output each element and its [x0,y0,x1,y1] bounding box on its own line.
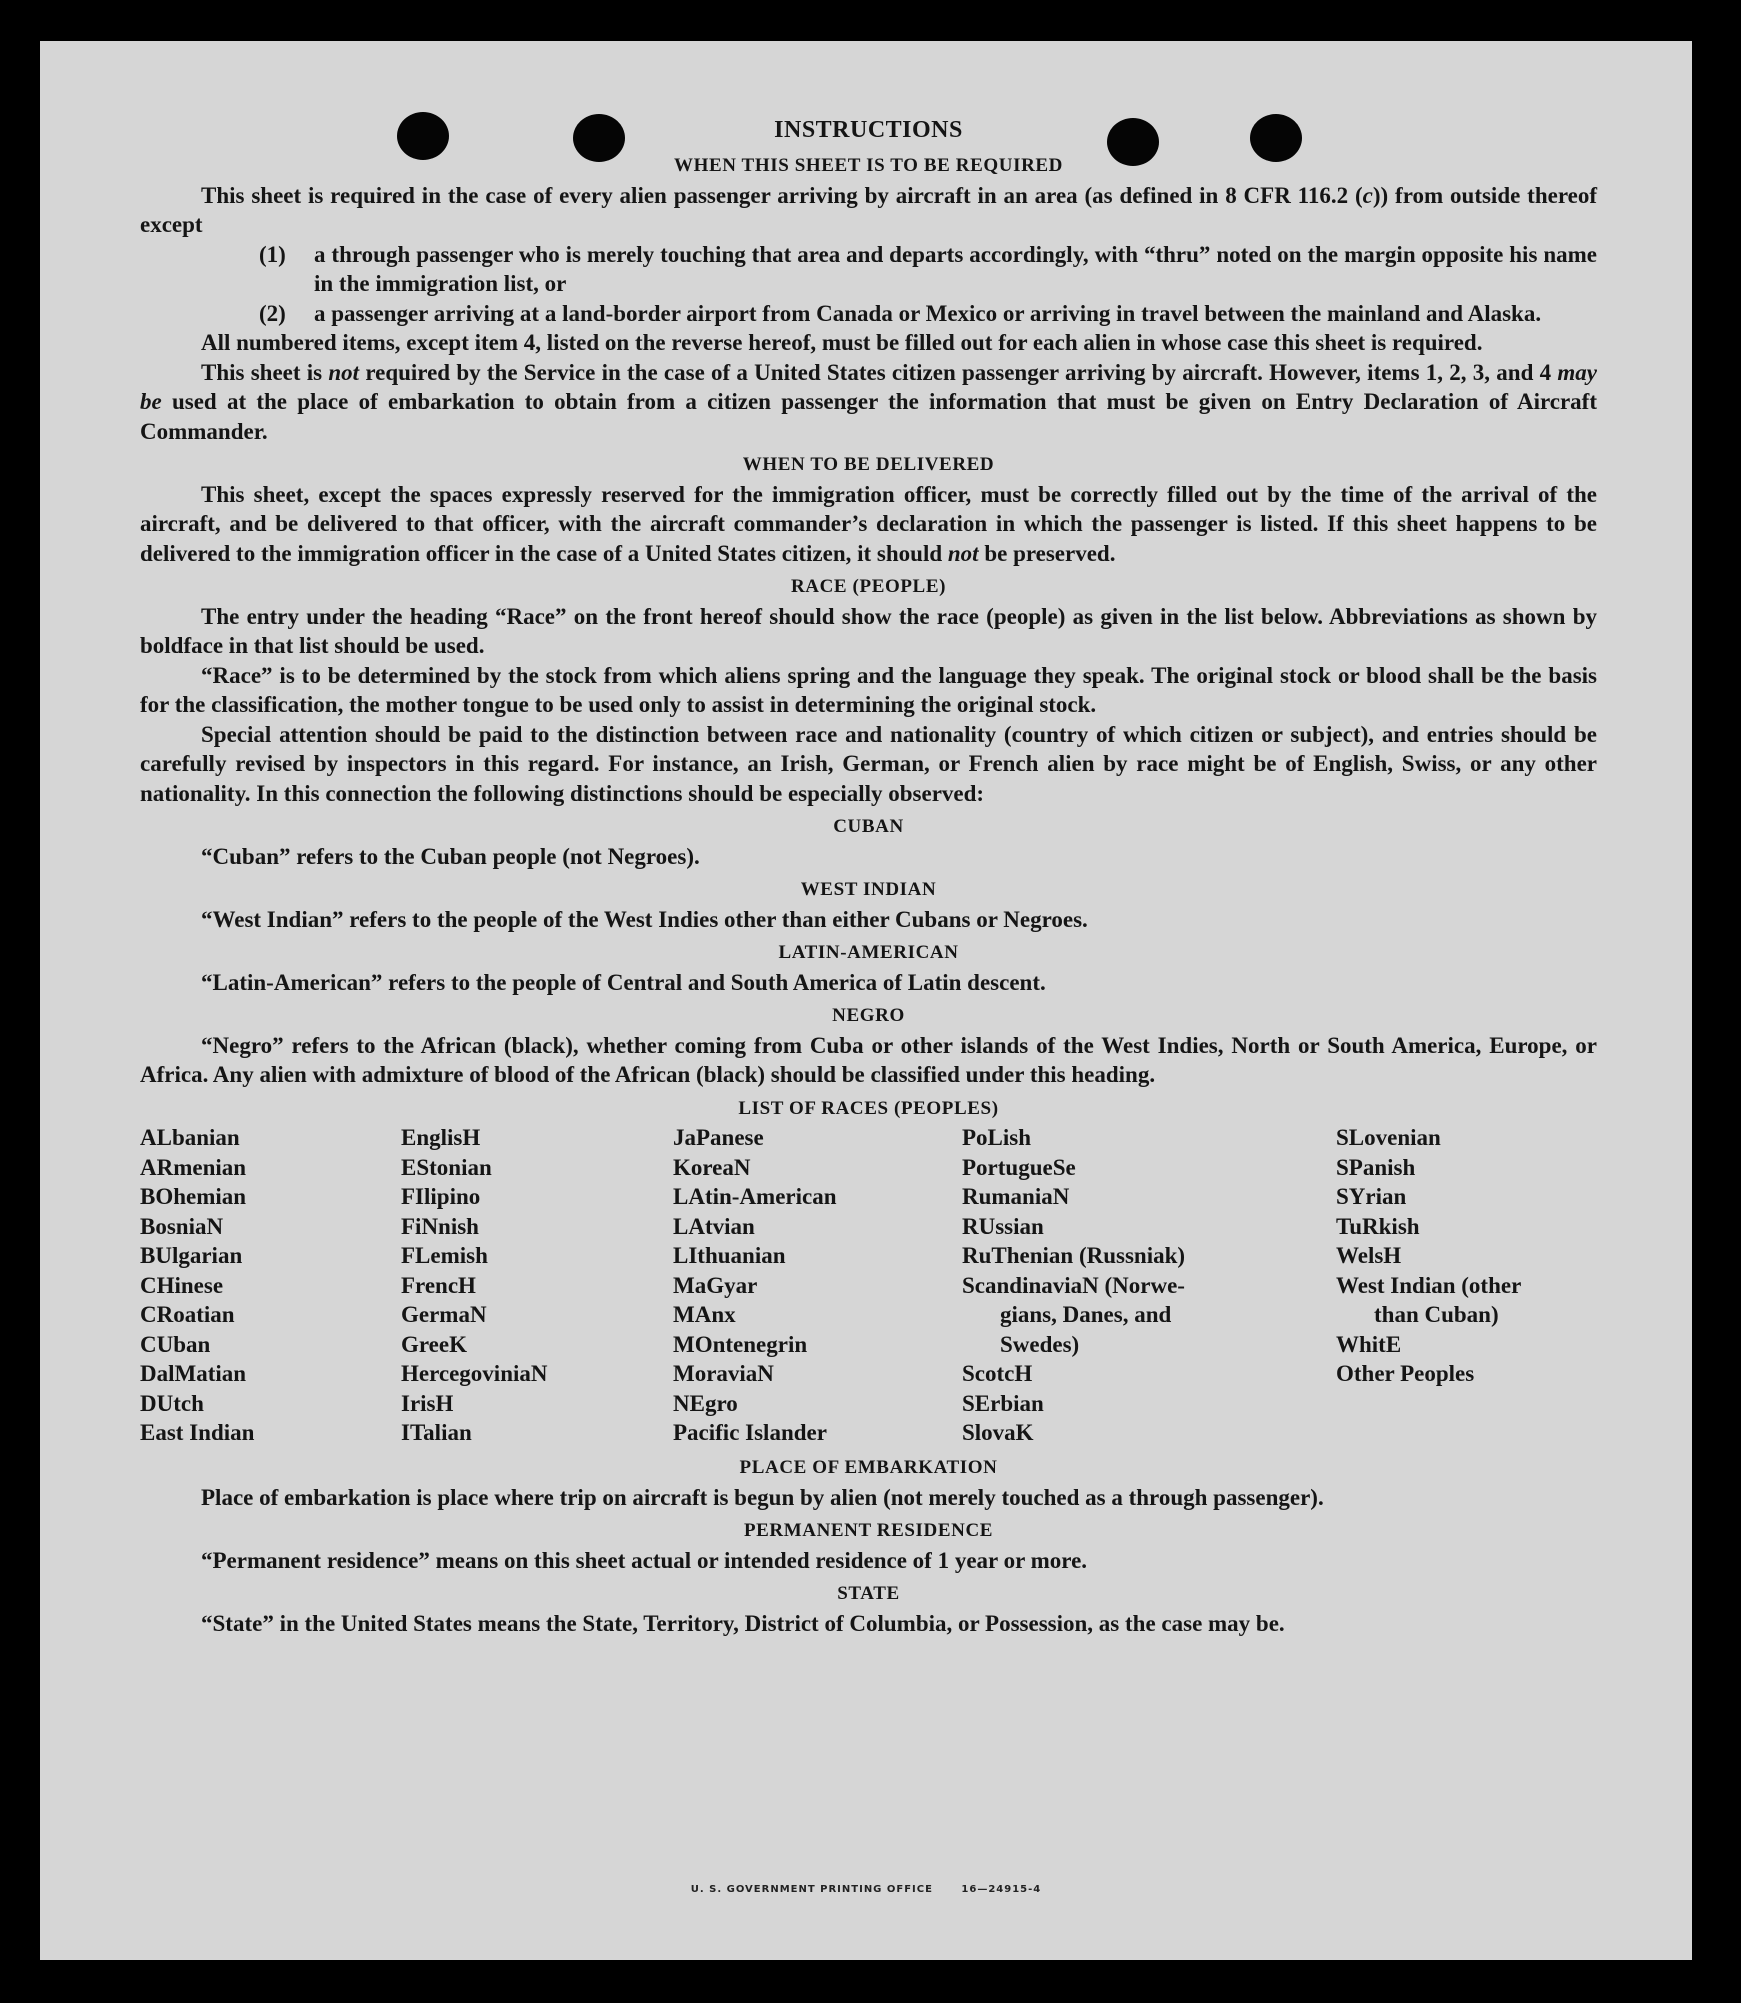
list-item [140,240,1597,299]
section-heading: WEST INDIAN [800,879,937,900]
section-heading: RACE (PEOPLE) [790,576,947,597]
race-entry: GermaN [401,1302,487,1327]
text-run: be preserved. [978,540,1116,566]
text-run: “Cuban” refers to the Cuban people (not Negroes). [201,843,700,869]
text-run: )) from outside thereof except [140,182,1597,237]
race-entry: MaGyar [673,1272,758,1298]
item-number: (2) [259,300,286,326]
text-run: a passenger arriving at a land-border airport from Canada or Mexico or arriving in travel between the mainland and Alaska. [314,300,1542,326]
paragraph [140,905,1597,935]
race-entry: BUlgarian [140,1243,243,1268]
race-entry: MAnx [673,1302,736,1327]
race-entry: IrisH [401,1390,454,1416]
paragraph [140,1483,1597,1513]
race-entry: EStonian [401,1154,492,1180]
race-entry: MOntenegrin [673,1331,808,1357]
race-column [140,1123,254,1448]
text-run: This sheet is required in the case of every alien passenger arriving by aircraft in an area (as defined in 8 CFR 116.2 ( [201,182,1363,208]
italic-text: c [1362,182,1373,208]
section-heading: PERMANENT RESIDENCE [743,1520,994,1541]
text-run: This sheet is [201,359,329,385]
race-entry: MoraviaN [673,1361,774,1386]
text-run: Place of embarkation is place where trip on aircraft is begun by alien (not merely touched as a through passenger). [201,1484,1324,1510]
race-entry: LIthuanian [673,1243,786,1268]
paragraph [140,661,1597,720]
section-heading: NEGRO [832,1005,905,1026]
race-entry: SPanish [1336,1154,1416,1180]
race-entry: LAtvian [673,1213,755,1239]
instructions-body [140,113,1597,1638]
race-entry: FIlipino [401,1184,481,1209]
text-run: required by the Service in the case of a United States citizen passenger arriving by aircraft. However, items 1, 2, 3, and 4 [359,359,1558,385]
paragraph [140,1546,1597,1576]
paragraph [140,1609,1597,1639]
race-entry: BOhemian [140,1184,247,1209]
race-entry: WelsH [1336,1243,1402,1268]
form-number: 16—24915-4 [961,1884,1042,1895]
italic-text: may be [140,359,1597,414]
italic-text: not [947,540,979,566]
race-entry: WhitE [1336,1331,1402,1357]
section-heading: PLACE OF EMBARKATION [739,1457,998,1478]
race-entry: ScotcH [962,1361,1033,1386]
race-entry: RUssian [962,1213,1044,1239]
race-entry: NEgro [673,1390,738,1416]
paragraph [140,181,1597,240]
item-number: (1) [259,241,286,267]
paragraph [140,968,1597,998]
paragraph [140,842,1597,872]
paragraph [140,720,1597,809]
text-run: “State” in the United States means the State, Territory, District of Columbia, or Possession, as the case may be. [201,1610,1285,1636]
race-entry: LAtin-American [673,1184,837,1209]
race-entry: EnglisH [401,1125,481,1150]
section-heading: STATE [837,1583,900,1604]
text-run: “Negro” refers to the African (black), whether coming from Cuba or other islands of the West Indies, North or South America, Europe, or Africa. Any alien with admixture of blood of the African (black) should be classified under this heading. [140,1032,1597,1087]
race-entry: than Cuban) [1374,1302,1499,1327]
text-run: Special attention should be paid to the distinction between race and nationality (country of which citizen or subject), and entries should be carefully revised by inspectors in this regard. For instance, an Irish, German, or French alien by race might be of English, Swiss, or any other nationality. In this connection the following distinctions should be especially observed: [140,721,1597,806]
race-entry: SYrian [1336,1184,1407,1209]
race-entry: JaPanese [673,1125,764,1150]
race-entry: SlovaK [962,1420,1034,1445]
race-entry: FiNnish [401,1213,479,1239]
race-entry: GreeK [401,1331,467,1357]
race-entry: DalMatian [140,1361,247,1386]
race-entry: FrencH [401,1272,476,1298]
race-entry: SLovenian [1336,1125,1441,1150]
race-entry: gians, Danes, and [1000,1302,1172,1327]
race-entry: East Indian [140,1420,255,1445]
race-entry: HercegoviniaN [401,1361,548,1386]
race-entry: BosniaN [140,1213,224,1239]
race-entry: CHinese [140,1272,224,1298]
race-list [140,1123,1597,1449]
race-entry: RuThenian (Russniak) [962,1243,1186,1268]
race-entry: DUtch [140,1390,204,1416]
section-heading: LIST OF RACES (PEOPLES) [738,1097,999,1119]
race-column [962,1123,1185,1448]
section-heading: CUBAN [833,816,904,837]
text-run: This sheet, except the spaces expressly reserved for the immigration officer, must be correctly filled out by the time of the arrival of the aircraft, and be delivered to that officer, with the aircraft commander’s declaration in which the passenger is listed. If this sheet happens to be delivered to the immigration officer in the case of a United States citizen, it should [140,481,1597,566]
race-entry: Pacific Islander [673,1420,827,1445]
race-entry: Swedes) [1000,1331,1080,1357]
page-title: INSTRUCTIONS [774,117,963,143]
race-entry: Other Peoples [1336,1361,1475,1386]
race-entry: PoLish [962,1125,1032,1150]
paragraph [140,328,1597,358]
race-entry: West Indian (other [1336,1272,1522,1298]
printing-office: U. S. GOVERNMENT PRINTING OFFICE [690,1884,933,1895]
section-heading: WHEN TO BE DELIVERED [742,454,995,475]
italic-text: not [328,359,360,385]
race-entry: FLemish [401,1243,488,1268]
race-column [1336,1123,1521,1389]
race-entry: ScandinaviaN (Norwe- [962,1272,1185,1298]
paragraph [140,1031,1597,1090]
race-entry: ITalian [401,1420,472,1445]
race-entry: ARmenian [140,1154,247,1180]
race-entry: CRoatian [140,1302,235,1327]
paragraph [140,480,1597,569]
text-run: “West Indian” refers to the people of the West Indies other than either Cubans or Negroes. [201,906,1088,932]
text-run: All numbered items, except item 4, listed on the reverse hereof, must be filled out for each alien in whose case this sheet is required. [201,330,1483,355]
race-entry: SErbian [962,1390,1044,1416]
race-column [401,1123,548,1448]
race-entry: RumaniaN [962,1184,1070,1209]
text-run: “Latin-American” refers to the people of Central and South America of Latin descent. [201,969,1046,995]
race-column [673,1123,837,1448]
section-heading: LATIN-AMERICAN [778,942,959,963]
footer [40,1884,1692,1895]
text-run: used at the place of embarkation to obtain from a citizen passenger the information that must be given on Entry Declaration of Aircraft Commander. [140,389,1597,444]
paragraph [140,602,1597,661]
text-run: “Permanent residence” means on this sheet actual or intended residence of 1 year or more. [201,1547,1088,1573]
paragraph [140,358,1597,447]
race-entry: ALbanian [140,1125,240,1150]
text-run: a through passenger who is merely touching that area and departs accordingly, with “thru” noted on the margin opposite his name in the immigration list, or [314,241,1597,296]
text-run: The entry under the heading “Race” on the front hereof should show the race (people) as given in the list below. Abbreviations as shown by boldface in that list should be used. [140,603,1597,658]
race-entry: CUban [140,1331,211,1357]
section-heading: WHEN THIS SHEET IS TO BE REQUIRED [673,155,1064,176]
race-entry: PortugueSe [962,1154,1076,1180]
text-run: “Race” is to be determined by the stock from which aliens spring and the language they speak. The original stock or blood shall be the basis for the classification, the mother tongue to be used only to assist in determining the original stock. [140,662,1597,717]
race-entry: KoreaN [673,1154,751,1180]
race-entry: TuRkish [1336,1213,1420,1239]
list-item [140,299,1597,329]
document-page [40,41,1692,1960]
